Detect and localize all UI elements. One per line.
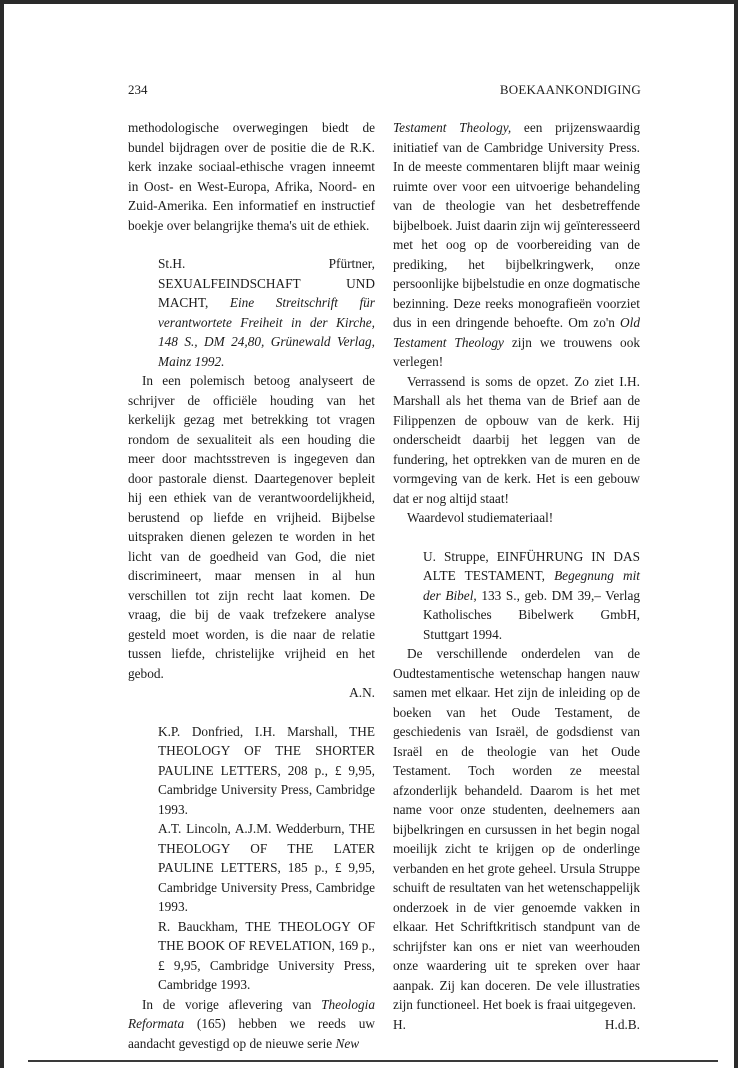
book-entry-donfried: K.P. Donfried, I.H. Marshall, THE THEOLOGY OF THE SHORTER PAULINE LETTERS, 208 p., £ 9,95, Cambridge University Press, Cambridge 1993. (158, 723, 375, 817)
book-entry-pfurtner (158, 254, 375, 371)
paragraph-waardevol: Waardevol studiemateriaal! (407, 510, 554, 525)
book-entry-bauckham: R. Bauckham, THE THEOLOGY OF THE BOOK OF REVELATION, 169 p., £ 9,95, Cambridge University Press, Cambridge 1993. (158, 918, 375, 992)
paragraph-methodologische: methodologische overwegingen biedt de bundel bijdragen over de positie die de R.K. kerk inzake sociaal-ethische vragen inneemt in Oost- en West-Europa, Afrika, Noord- en Zuid-Amerika. Een informatief en instructief boekje over belangrijke thema's uit de ethiek. (128, 120, 375, 233)
paragraph-polemisch: In een polemisch betoog analyseert de schrijver de officiële houding van het kerkelijk gezag met betrekking tot vragen rondom de sexualiteit als een houding die meer door machtsstreven is ingegeven dan door pastorale dienst. Daartegenover bepleit hij een ethiek van de verantwoordelijkheid, berustend op liefde en vrijheid. Bijbelse uitspraken dienen gelezen te worden in het licht van de goedheid van God, die niet discrimineert, maar mensen in al hun verschillen tot zijn recht laat komen. De vraag, die bij de vaak trefzekere analyse gesteld moet worden, is die naar de relatie tussen liefde, christelijke vrijheid en het gebod. (128, 373, 375, 681)
book-entry-author: St.H. Pfürtner, SEXUALFEINDSCHAFT UND MACHT, (158, 256, 375, 310)
signature-row (393, 1015, 640, 1035)
book-entry-details: Eine Streitschrift für verantwortete Freiheit in der Kirche, 148 S., DM 24,80, Grünewald Verlag, Mainz 1992. (158, 295, 375, 369)
running-head: BOEKAANKONDIGING (499, 82, 641, 97)
signature-h: H. (393, 1016, 406, 1032)
paragraph-testament-theology: Testament Theology, een prijzenswaardig initiatief van de Cambridge University Press. In de meeste commentaren blijft maar weinig ruimte over voor een uitvoerige behandeling van de theologie van het desbetreffende bijbelboek. Juist daarin zijn wij geïnteresseerd met het oog op de voorbereiding van de prediking, het bijbelkringwerk, onze persoonlijke bijbelstudie en onze dogmatische bezinning. Deze reeks monografieën voorziet dus in een dringende behoefte. Om zo'n Old Testament Theology zijn we trouwens ook verlegen! (393, 120, 640, 369)
book-entry-lincoln: A.T. Lincoln, A.J.M. Wedderburn, THE THEOLOGY OF THE LATER PAULINE LETTERS, 185 p., £ 9,95, Cambridge University Press, Cambridge 1993. (158, 821, 375, 914)
book-entry-struppe: U. Struppe, EINFÜHRUNG IN DAS ALTE TESTAMENT, Begegnung mit der Bibel, 133 S., geb. DM 39,– Verlag Katholisches Bibelwerk GmbH, Stuttgart 1994. (423, 548, 640, 642)
signature-hdb: H.d.B. (604, 1016, 640, 1032)
paragraph-vorige-aflevering: In de vorige aflevering van Theologia Reformata (165) hebben we reeds uw aandacht gevestigd op de nieuwe serie New (128, 996, 375, 1051)
signature-an: A.N. (349, 685, 375, 700)
scan-border-right (734, 0, 738, 1068)
right-column (393, 118, 640, 1034)
page-number: 234 (128, 82, 148, 97)
left-column (128, 118, 375, 1053)
scan-border-top (0, 0, 738, 4)
scan-border-bottom (28, 1060, 718, 1062)
paragraph-oudtestamentische: De verschillende onderdelen van de Oudtestamentische wetenschap hangen nauw samen met elkaar. Het zijn de inleiding op de boeken van het Oude Testament, de geschiedenis van Israël, de godsdienst van Israël en de theologie van het Oude Testament. Toch worden ze meestal afzonderlijk behandeld. Daarom is het met name voor onze studenten, deelnemers aan bijbelkringen en cursussen in het begin nogal moeilijk zicht te krijgen op de onderlinge verbanden en het grote geheel. Ursula Struppe schuift de resultaten van het wetenschappelijk onderzoek in de vier genoemde vakken in elkaar. Het Schriftkritisch standpunt van de schrijfster kan ons er niet van weerhouden onze waardering uit te spreken over haar aanpak. Zij kan doceren. De vele illustraties zijn functioneel. Het boek is fraai uitgegeven. (393, 646, 640, 1012)
paragraph-verrassend: Verrassend is soms de opzet. Zo ziet I.H. Marshall als het thema van de Brief aan de Filippenzen de opbouw van de kerk. Hij onderscheidt daarbij het leggen van de fundering, het optrekken van de muren en de vormgeving van de kerk. Het is een gebouw dat er nog altijd staat! (393, 373, 640, 506)
scan-border-left (0, 0, 4, 1068)
